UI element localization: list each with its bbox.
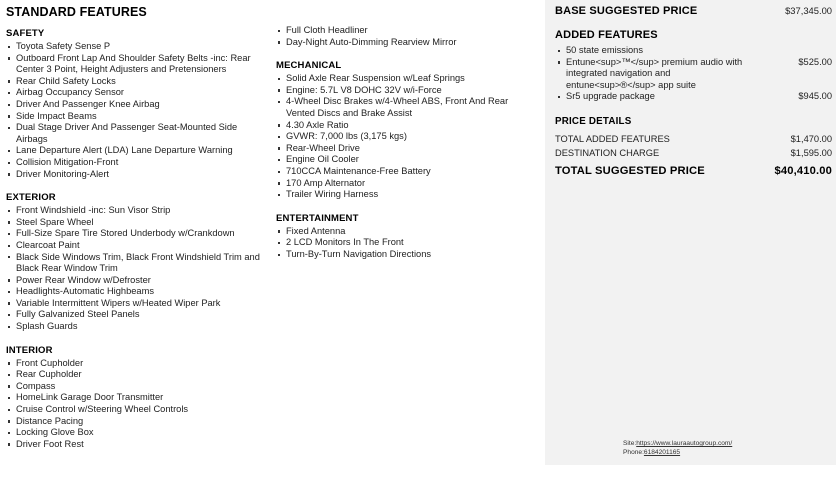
total-price-label: TOTAL SUGGESTED PRICE (555, 164, 705, 177)
base-price-row (555, 5, 832, 17)
list-item: Splash Guards (6, 321, 268, 333)
feature-group-interior (6, 345, 268, 451)
dealer-phone-line (623, 449, 732, 457)
list-item: Variable Intermittent Wipers w/Heated Wiper Park (6, 298, 268, 310)
list-item: Outboard Front Lap And Shoulder Safety Belts -inc: Rear Center 3 Point, Height Adjusters and Pretensioners (6, 53, 268, 76)
list-item: Toyota Safety Sense P (6, 41, 268, 53)
list-item: Engine: 5.7L V8 DOHC 32V w/i-Force (276, 85, 539, 97)
list-item: HomeLink Garage Door Transmitter (6, 392, 268, 404)
price-detail-amount: $1,595.00 (790, 148, 832, 159)
list-item: 4.30 Axle Ratio (276, 120, 539, 132)
list-item: Trailer Wiring Harness (276, 189, 539, 201)
list-item: Front Cupholder (6, 358, 268, 370)
list-item: Fixed Antenna (276, 226, 539, 238)
list-item: Cruise Control w/Steering Wheel Controls (6, 404, 268, 416)
price-detail-label: DESTINATION CHARGE (555, 148, 660, 159)
site-prefix-label: Site: (623, 440, 637, 448)
list-item: Turn-By-Turn Navigation Directions (276, 249, 539, 261)
added-feature-amount: $945.00 (798, 91, 832, 102)
feature-group-interior-continued (276, 25, 539, 48)
price-detail-row (555, 132, 832, 147)
list-item: Locking Glove Box (6, 427, 268, 439)
list-item: Day-Night Auto-Dimming Rearview Mirror (276, 37, 539, 49)
list-item: Rear-Wheel Drive (276, 143, 539, 155)
feature-list-exterior (6, 205, 268, 333)
list-item: Driver Monitoring-Alert (6, 169, 268, 181)
list-item: Distance Pacing (6, 416, 268, 428)
features-column-2 (276, 5, 539, 273)
feature-list-safety (6, 41, 268, 180)
list-item: 4-Wheel Disc Brakes w/4-Wheel ABS, Front And Rear Vented Discs and Brake Assist (276, 96, 539, 119)
list-item: Airbag Occupancy Sensor (6, 87, 268, 99)
list-item: Rear Child Safety Locks (6, 76, 268, 88)
added-feature-amount: $525.00 (798, 56, 832, 67)
price-detail-label: TOTAL ADDED FEATURES (555, 133, 670, 144)
feature-group-safety (6, 28, 268, 180)
list-item: Full Cloth Headliner (276, 25, 539, 37)
list-item: Driver And Passenger Knee Airbag (6, 99, 268, 111)
list-item: Full-Size Spare Tire Stored Underbody w/Crankdown (6, 228, 268, 240)
list-item: 170 Amp Alternator (276, 178, 539, 190)
list-item: Front Windshield -inc: Sun Visor Strip (6, 205, 268, 217)
base-price-amount: $37,345.00 (785, 5, 832, 16)
list-item: Power Rear Window w/Defroster (6, 275, 268, 287)
list-item: Black Side Windows Trim, Black Front Windshield Trim and Black Rear Window Trim (6, 252, 268, 275)
group-title-interior: INTERIOR (6, 344, 53, 356)
features-column-1 (6, 5, 276, 462)
feature-list-mechanical (276, 73, 539, 201)
feature-group-exterior (6, 192, 268, 333)
price-details-title: PRICE DETAILS (555, 115, 632, 127)
group-title-entertainment: ENTERTAINMENT (276, 212, 359, 224)
price-detail-row (555, 146, 832, 161)
added-features-title: ADDED FEATURES (555, 29, 658, 41)
dealer-contact (623, 440, 732, 457)
dealer-phone-link[interactable]: 6184201165 (643, 448, 681, 456)
list-item: Rear Cupholder (6, 369, 268, 381)
list-item: Engine Oil Cooler (276, 154, 539, 166)
list-item: Fully Galvanized Steel Panels (6, 309, 268, 321)
dealer-site-link[interactable]: https://www.lauraautogroup.com/ (636, 440, 733, 448)
group-title-exterior: EXTERIOR (6, 192, 56, 204)
added-feature-row (555, 57, 832, 92)
list-item: Driver Foot Rest (6, 439, 268, 451)
list-item: Dual Stage Driver And Passenger Seat-Mounted Side Airbags (6, 122, 268, 145)
list-item: Collision Mitigation-Front (6, 157, 268, 169)
group-title-mechanical: MECHANICAL (276, 60, 342, 72)
list-item: 710CCA Maintenance-Free Battery (276, 166, 539, 178)
added-feature-label: 50 state emissions (566, 45, 643, 55)
added-feature-label: Sr5 upgrade package (566, 91, 655, 102)
added-feature-label: Entune<sup>™</sup> premium audio with integrated navigation and entune<sup>®</sup> app suite (566, 56, 743, 90)
feature-group-mechanical (276, 60, 539, 201)
list-item: Headlights-Automatic Highbeams (6, 286, 268, 298)
added-feature-row (555, 91, 832, 103)
added-feature-row (555, 45, 832, 57)
list-item: Solid Axle Rear Suspension w/Leaf Springs (276, 73, 539, 85)
list-item: Lane Departure Alert (LDA) Lane Departure Warning (6, 145, 268, 157)
list-item: GVWR: 7,000 lbs (3,175 kgs) (276, 131, 539, 143)
feature-list-interior (6, 358, 268, 451)
total-suggested-price-row (555, 165, 832, 177)
added-features-list (555, 45, 832, 103)
feature-list-entertainment (276, 226, 539, 261)
list-item: Compass (6, 381, 268, 393)
list-item: Steel Spare Wheel (6, 217, 268, 229)
dealer-site-line (623, 440, 732, 448)
total-price-amount: $40,410.00 (774, 164, 832, 177)
base-price-label: BASE SUGGESTED PRICE (555, 5, 698, 17)
phone-prefix-label: Phone: (623, 448, 644, 456)
list-item: Side Impact Beams (6, 111, 268, 123)
price-detail-amount: $1,470.00 (790, 133, 832, 144)
page-title: STANDARD FEATURES (6, 5, 147, 19)
feature-list-interior-continued (276, 25, 539, 48)
feature-group-entertainment (276, 213, 539, 261)
pricing-panel (545, 0, 836, 465)
list-item: 2 LCD Monitors In The Front (276, 237, 539, 249)
list-item: Clearcoat Paint (6, 240, 268, 252)
group-title-safety: SAFETY (6, 28, 45, 39)
